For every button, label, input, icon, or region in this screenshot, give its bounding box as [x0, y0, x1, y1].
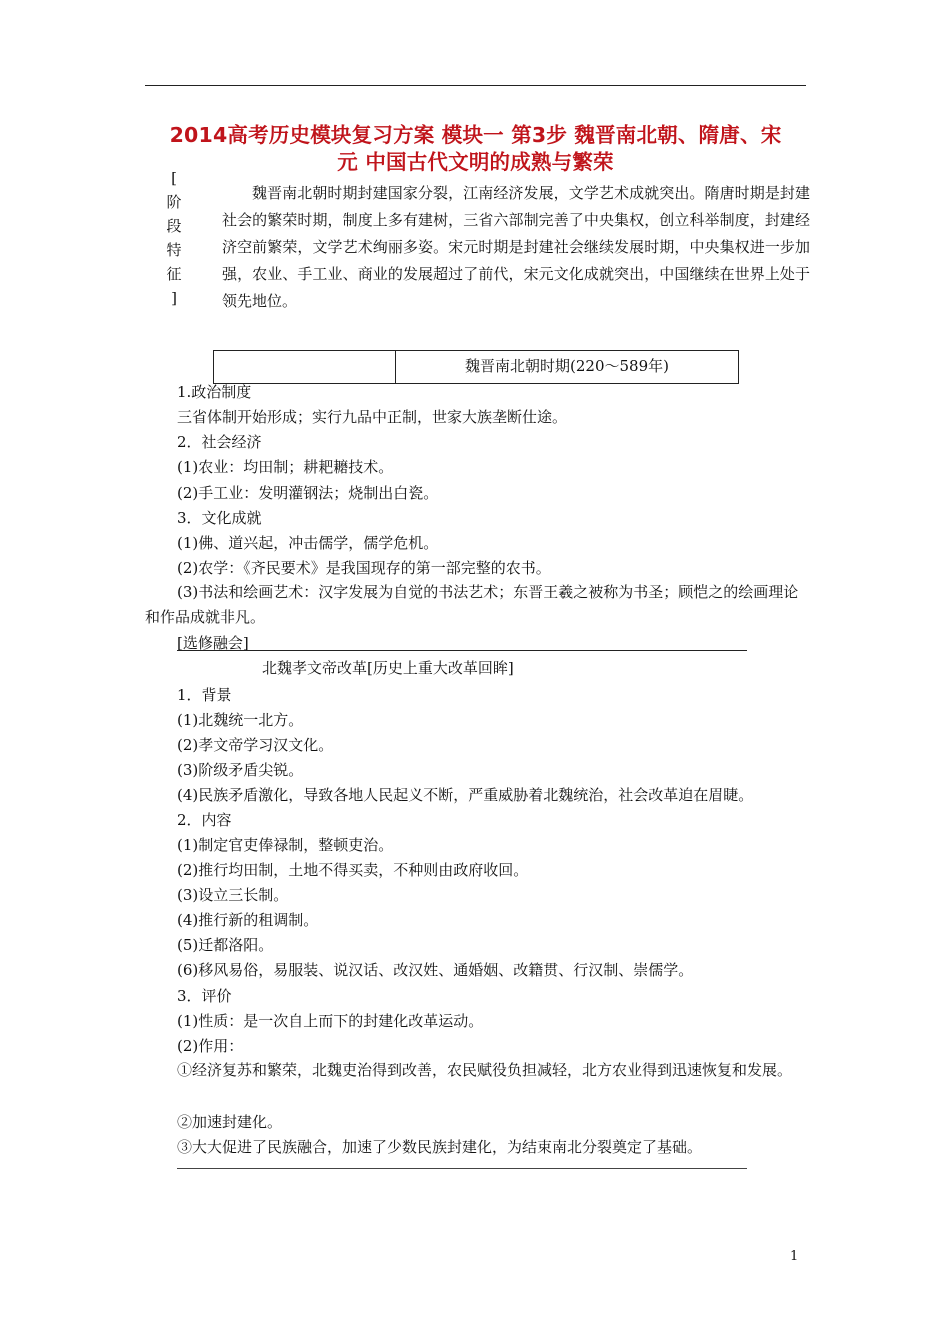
content-item: (1)制定官吏俸禄制，整顿吏治。	[177, 836, 394, 854]
title-line-2: 元 中国古代文明的成熟与繁荣	[337, 150, 614, 174]
text-agronomy: (2)农学：《齐民要术》是我国现存的第一部完整的农书。	[177, 559, 551, 577]
text-agriculture: (1)农业：均田制；耕耙耱技术。	[177, 458, 394, 476]
background-item: (1)北魏统一北方。	[177, 711, 304, 729]
table-header-cell: 魏晋南北朝时期(220～589年)	[465, 357, 669, 375]
text-art: (3)书法和绘画艺术：汉字发展为自觉的书法艺术；东晋王羲之被称为书圣；顾恺之的绘画理论和作品成就非凡。	[145, 583, 799, 626]
evaluation-item: (2)作用：	[177, 1037, 244, 1055]
content-item: (2)推行均田制，土地不得买卖，不种则由政府收回。	[177, 861, 529, 879]
content-item: (3)设立三长制。	[177, 886, 289, 904]
text-politics: 三省体制开始形成；实行九品中正制，世家大族垄断仕途。	[177, 408, 568, 426]
heading-background: 1．背景	[177, 686, 232, 704]
intro-paragraph: 魏晋南北朝时期封建国家分裂，江南经济发展，文学艺术成就突出。隋唐时期是封建社会的繁荣时期，制度上多有建树，三省六部制完善了中央集权，创立科举制度，封建经济空前繁荣，文学艺术绚丽多姿。宋元时期是封建社会继续发展时期，中央集权进一步加强，农业、手工业、商业的发展超过了前代，宋元文化成就突出，中国继续在世界上处于领先地位。	[222, 184, 810, 310]
content-item: (4)推行新的租调制。	[177, 911, 319, 929]
heading-politics: 1.政治制度	[177, 383, 252, 401]
table-empty-cell	[214, 351, 396, 383]
heading-economy: 2．社会经济	[177, 433, 262, 451]
heading-content: 2．内容	[177, 811, 232, 829]
text-religion: (1)佛、道兴起，冲击儒学，儒学危机。	[177, 534, 439, 552]
background-item: (4)民族矛盾激化，导致各地人民起义不断，严重威胁着北魏统治，社会改革迫在眉睫。	[177, 786, 754, 804]
stage-feature-label: [ 阶 段 特 征 ]	[166, 169, 182, 307]
section-end-rule	[177, 1168, 747, 1169]
evaluation-item: ①经济复苏和繁荣，北魏吏治得到改善，农民赋役负担减轻，北方农业得到迅速恢复和发展。	[177, 1061, 793, 1079]
heading-culture: 3．文化成就	[177, 509, 262, 527]
header-rule	[145, 85, 806, 86]
elective-rule	[177, 650, 747, 651]
evaluation-item: ③大大促进了民族融合，加速了少数民族封建化，为结束南北分裂奠定了基础。	[177, 1138, 703, 1156]
content-item: (6)移风易俗，易服装、说汉话、改汉姓、通婚姻、改籍贯、行汉制、崇儒学。	[177, 961, 694, 979]
heading-evaluation: 3．评价	[177, 987, 232, 1005]
page-title	[145, 122, 806, 176]
background-item: (3)阶级矛盾尖锐。	[177, 761, 304, 779]
period-table	[213, 350, 739, 384]
content-item: (5)迁都洛阳。	[177, 936, 274, 954]
title-line-1: 2014高考历史模块复习方案 模块一 第3步 魏晋南北朝、隋唐、宋	[169, 123, 782, 147]
evaluation-item: ②加速封建化。	[177, 1113, 283, 1131]
evaluation-item: (1)性质：是一次自上而下的封建化改革运动。	[177, 1012, 484, 1030]
elective-label: [选修融会]	[177, 634, 249, 652]
background-item: (2)孝文帝学习汉文化。	[177, 736, 334, 754]
elective-title: 北魏孝文帝改革[历史上重大改革回眸]	[262, 659, 514, 677]
page-number: 1	[790, 1249, 799, 1264]
text-handicraft: (2)手工业：发明灌钢法；烧制出白瓷。	[177, 484, 439, 502]
